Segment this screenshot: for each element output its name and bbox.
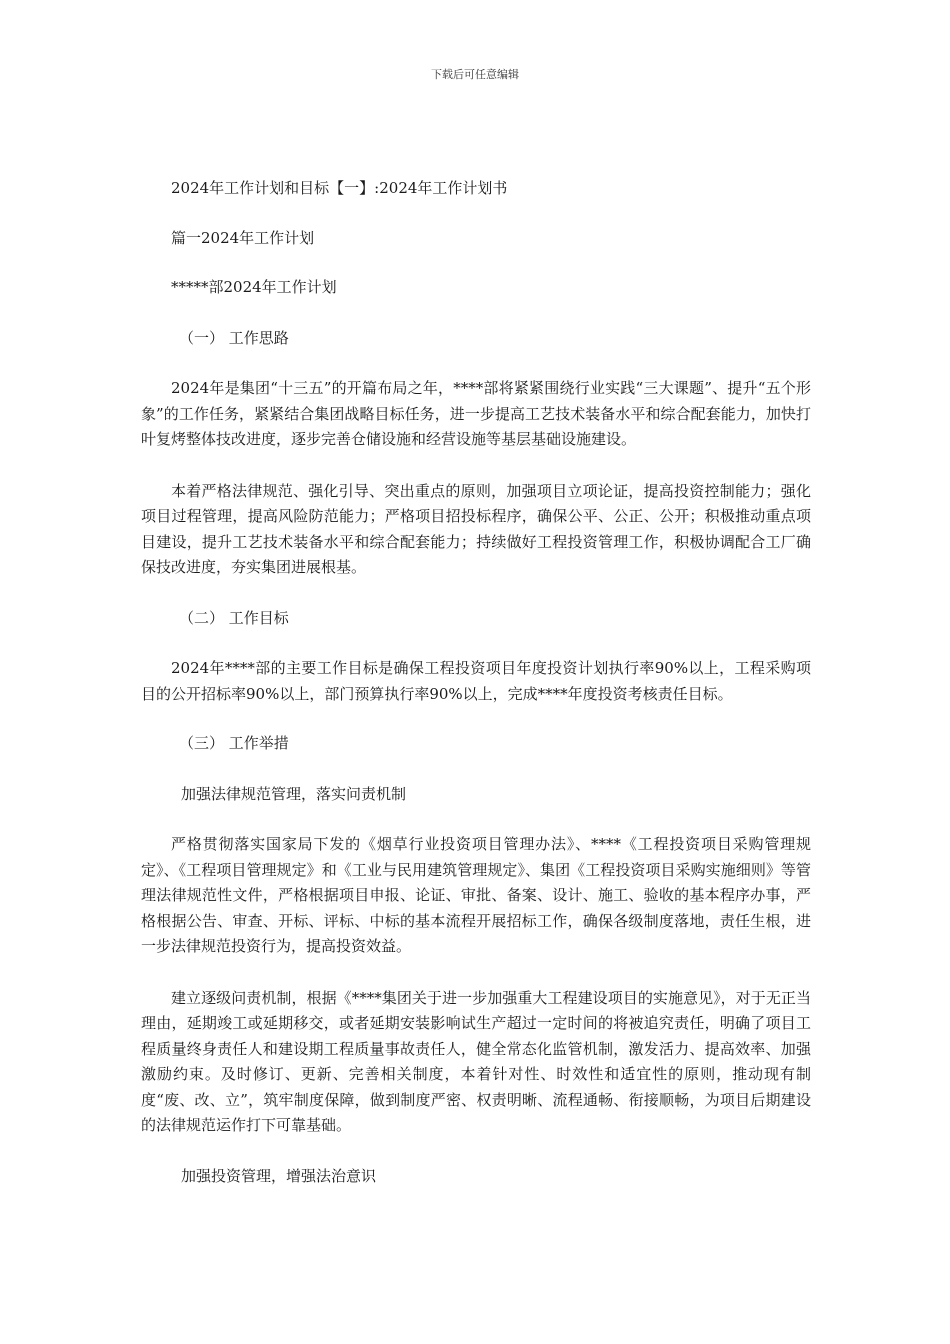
document-body bbox=[141, 176, 811, 1189]
subheading-1: 加强法律规范管理，落实问责机制 bbox=[181, 784, 407, 803]
header-note: 下载后可任意编辑 bbox=[431, 68, 519, 81]
document-title: 2024年工作计划和目标【一】:2024年工作计划书 bbox=[171, 179, 508, 197]
paragraph-2: 本着严格法律规范、强化引导、突出重点的原则，加强项目立项论证，提高投资控制能力；强化项目过程管理，提高风险防范能力；严格项目招投标程序，确保公平、公正、公开；积极推动重点项目建设，提升工艺技术装备水平和综合配套能力；持续做好工程投资管理工作，积极协调配合工厂确保技改进度，夯实集团进展根基。 bbox=[141, 481, 811, 576]
dept-plan-heading: *****部2024年工作计划 bbox=[171, 278, 337, 296]
chapter-heading: 篇一2024年工作计划 bbox=[171, 228, 315, 247]
paragraph-3: 2024年****部的主要工作目标是确保工程投资项目年度投资计划执行率90%以上，工程采购项目的公开招标率90%以上，部门预算执行率90%以上，完成****年度投资考核责任目标。 bbox=[141, 659, 811, 703]
paragraph-5: 建立逐级问责机制，根据《****集团关于进一步加强重大工程建设项目的实施意见》，对于无正当理由，延期竣工或延期移交，或者延期安装影响试生产超过一定时间的将被追究责任，明确了项目工程质量终身责任人和建设期工程质量事故责任人，健全常态化监管机制，激发活力、提高效率、加强激励约束。及时修订、更新、完善相关制度，本着针对性、时效性和适宜性的原则，推动现有制度“废、改、立”，筑牢制度保障，做到制度严密、权责明晰、流程通畅、衔接顺畅，为项目后期建设的法律规范运作打下可靠基础。 bbox=[141, 988, 811, 1134]
section-heading-2: （二） 工作目标 bbox=[179, 608, 289, 627]
paragraph-1: 2024年是集团“十三五”的开篇布局之年，****部将紧紧围绕行业实践“三大课题”、提升“五个形象”的工作任务，紧紧结合集团战略目标任务，进一步提高工艺技术装备水平和综合配套能力，加快打叶复烤整体技改进度，逐步完善仓储设施和经营设施等基层基础设施建设。 bbox=[141, 379, 811, 448]
section-heading-1: （一） 工作思路 bbox=[179, 328, 289, 347]
paragraph-4: 严格贯彻落实国家局下发的《烟草行业投资项目管理办法》、****《工程投资项目采购管理规定》、《工程项目管理规定》和《工业与民用建筑管理规定》、集团《工程投资项目采购实施细则》等管理法律规范性文件，严格根据项目申报、论证、审批、备案、设计、施工、验收的基本程序办事，严格根据公告、审查、开标、评标、中标的基本流程开展招标工作，确保各级制度落地，责任生根，进一步法律规范投资行为，提高投资效益。 bbox=[141, 835, 811, 955]
subheading-2: 加强投资管理，增强法治意识 bbox=[181, 1166, 377, 1185]
section-heading-3: （三） 工作举措 bbox=[179, 734, 289, 752]
